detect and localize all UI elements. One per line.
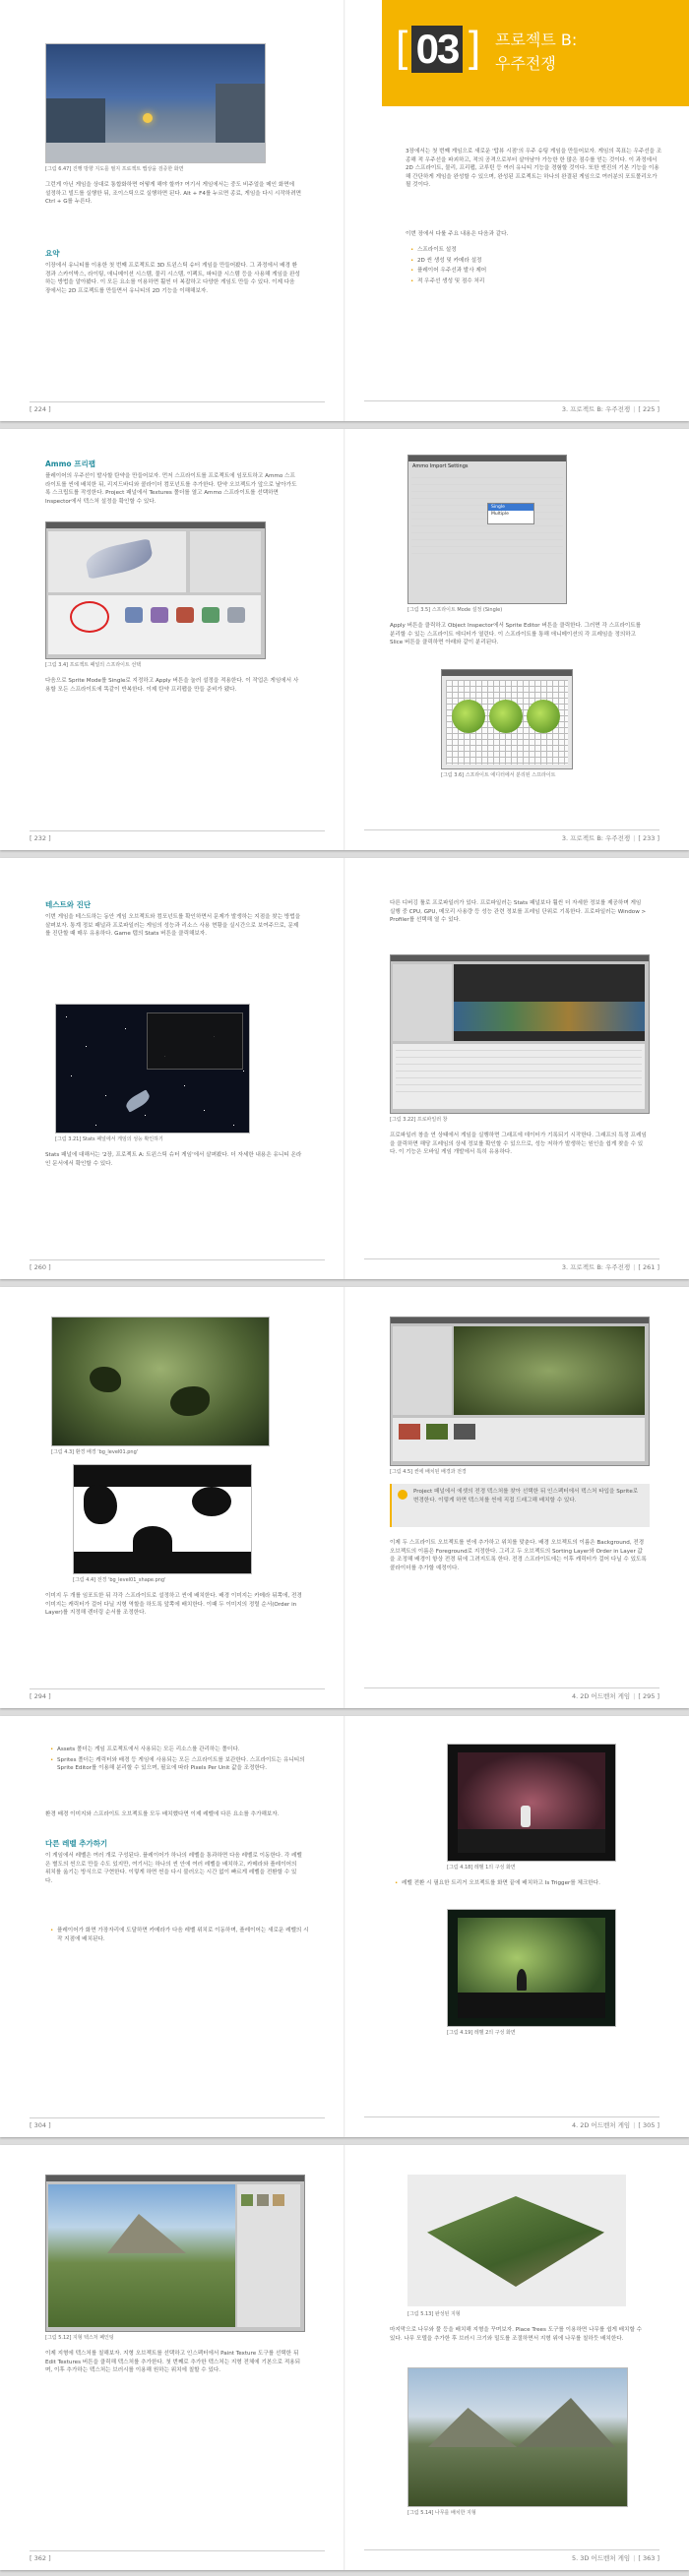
dropdown-option[interactable]: Multiple [491, 512, 509, 517]
list-item: • 적 우주선 생성 및 점수 처리 [417, 277, 671, 286]
figure-caption: [그림 6.47] 진행 방향 지도를 필지 프로젝트 맵상을 검증한 화면 [45, 166, 184, 172]
list-item: • 스프라이트 설정 [417, 246, 671, 255]
figure-caption: [그림 3.4] 프로젝트 패널의 스프라이트 선택 [45, 662, 142, 668]
figure-caption: [그림 3.21] Stats 패널에서 게임의 성능 확인하기 [55, 1136, 163, 1142]
terrain-trees-image [407, 2367, 628, 2507]
spread-2 [0, 429, 689, 850]
body-text: 그런게 아닌 게임을 상대로 통합화하면 어떻게 해야 할까? 여기서 게임에서는 중도 비주얼을 메인 화면에 설정하고 빌드를 실행한 뒤, 조이스틱으로 실행하면 된다. Alt + F4를 누르면 종료, 게임을 다시 시작하려면 Ctrl + G를 누른다. [45, 182, 302, 206]
running-head: 3. 프로젝트 B: 우주전쟁 [561, 834, 631, 842]
list-item: • Assets 폴더는 게임 프로젝트에서 사용되는 모든 리소스를 관리하는 폴더다. [57, 1746, 309, 1754]
running-head: 4. 2D 어드벤처 게임 [571, 2121, 631, 2129]
body-text: Apply 버튼을 클릭하고 Object Inspector에서 Sprite Editor 버튼을 클릭한다. 그러면 각 스프라이트를 분리할 수 있는 스프라이트 에디터가 열린다. 이 스프라이트를 통해 애니메이션의 각 프레임을 정의하고 Slice 버튼을 클릭하면 아래와 같이 분리된다. [390, 623, 642, 646]
figure-caption: [그림 4.5] 씬에 배치된 배경과 전경 [390, 1469, 467, 1475]
page-footer: 4. 2D 어드벤처 게임 | [ 295 ] [364, 1687, 659, 1700]
page-number: [ 225 ] [638, 405, 659, 413]
page-footer: 4. 2D 어드벤처 게임 | [ 305 ] [364, 2116, 659, 2129]
spread-6 [0, 2145, 689, 2570]
page-footer [30, 401, 325, 413]
page-footer [30, 1259, 325, 1271]
body-text: 3장에서는 첫 번째 게임으로 새로운 '탑뷰 시점'의 우주 슈팅 게임을 만들어보자. 게임의 목표는 우주선을 조종해 적 우주선을 파괴하고, 적의 공격으로부터 살아남아 가능한 한 많은 점수를 얻는 것이다. 이 과정에서 2D 스프라이트, 물리, 프리팹, 코루틴 등 여러 유니티 기능을 경험할 것이다. 또한 엔진의 기본 기능을 이용해 간단하게 게임을 완성할 수 있으며, 완성된 프로젝트는 하나의 완결된 게임으로 여러분의 포트폴리오가 될 것이다. [406, 149, 662, 189]
unity-editor-screenshot [45, 521, 266, 659]
page-footer [30, 1688, 325, 1700]
page-number: [ 261 ] [638, 1263, 659, 1271]
spread-3 [0, 858, 689, 1279]
body-text: 이미지 두 개를 임포트한 뒤 각각 스프라이트로 설정하고 씬에 배치한다. 배경 이미지는 카메라 뒤쪽에, 전경 이미지는 캐릭터가 걸어 다닐 지형 역할을 하도록 앞쪽에 배치한다. 이때 두 이미지의 정렬 순서(Order in Layer)를 지정해 렌더링 순서를 조정한다. [45, 1593, 302, 1617]
running-head: 4. 2D 어드벤처 게임 [571, 1692, 631, 1700]
page-footer: 5. 3D 어드벤처 게임 | [ 363 ] [364, 2549, 659, 2562]
page-number: [ 260 ] [30, 1263, 51, 1271]
page-number: [ 362 ] [30, 2554, 51, 2562]
body-text: 이번 장에서 다룰 주요 내용은 다음과 같다. [406, 231, 509, 237]
page-number: [ 232 ] [30, 834, 51, 842]
page-305 [344, 1716, 689, 2137]
chapter-title-line2: 우주전쟁 [495, 54, 556, 73]
background-texture-image [51, 1317, 270, 1446]
page-footer [30, 2550, 325, 2562]
list-item: • 플레이어 우주선과 발사 제어 [417, 267, 671, 276]
page-233 [344, 429, 689, 850]
body-text: Stats 패널에 대해서는 '2장, 프로젝트 A: 트윈스틱 슈터 게임'에서 살펴봤다. 더 자세한 내용은 유니티 온라인 문서에서 확인할 수 있다. [45, 1152, 302, 1167]
page-295 [344, 1287, 689, 1708]
figure-caption: [그림 4.18] 레벨 1의 구성 화면 [447, 1865, 516, 1871]
body-text: 마지막으로 나무와 풀 등을 배치해 지형을 꾸며보자. Place Trees 도구를 이용하면 나무를 쉽게 배치할 수 있다. 나무 모델을 추가한 후 브러시 크기와 밀도를 조절하면서 지형 위에 나무를 칠하듯 배치한다. [390, 2327, 643, 2342]
running-head: 5. 3D 어드벤처 게임 [571, 2554, 631, 2562]
page-number: [ 305 ] [638, 2121, 659, 2129]
level1-screenshot [447, 1744, 616, 1862]
figure-caption: [그림 3.22] 프로파일러 창 [390, 1117, 448, 1123]
spread-4 [0, 1287, 689, 1708]
game-stats-screenshot [55, 1004, 250, 1134]
sprite-editor-screenshot [441, 669, 573, 769]
page-number: [ 224 ] [30, 405, 51, 413]
body-text: 프로파일러 창을 연 상태에서 게임을 실행하면 그래프에 데이터가 기록되기 시작한다. 그래프의 특정 프레임을 클릭하면 해당 프레임의 상세 정보를 확인할 수 있으므로, 성능 저하가 발생하는 원인을 쉽게 찾을 수 있다. 이 기능은 모바일 게임 개발에서 특히 유용하다. [390, 1133, 647, 1156]
tip-icon [398, 1490, 407, 1500]
page-294 [0, 1287, 344, 1708]
list-item: • 2D 씬 생성 및 카메라 설정 [417, 257, 671, 266]
body-text: 다른 디버깅 툴로 프로파일러가 있다. 프로파일러는 Stats 패널보다 훨씬 더 자세한 정보를 제공하며 게임 실행 중 CPU, GPU, 메모리 사용량 등 성능 관련 정보를 프레임 단위로 기록한다. 프로파일러는 Window > Profiler를 선택해 열 수 있다. [390, 900, 647, 924]
list-item: • Sprites 폴더는 캐릭터와 배경 등 게임에 사용되는 모든 스프라이트를 보관한다. 스프라이트는 유니티의 Sprite Editor를 이용해 분리할 수 있으며, 필요에 따라 Pixels Per Unit 값을 조정한다. [57, 1756, 309, 1773]
spread-1 [0, 0, 689, 421]
figure-caption: [그림 5.13] 완성된 지형 [407, 2311, 461, 2317]
chapter-topics-list [409, 246, 671, 287]
figure-caption: [그림 4.19] 레벨 2의 구성 화면 [447, 2030, 516, 2036]
bracket-open: [ [396, 23, 408, 71]
page-261 [344, 858, 689, 1279]
section-heading: Ammo 프리팹 [45, 460, 95, 468]
page-224 [0, 0, 344, 421]
page-footer [30, 2117, 325, 2129]
body-text: 이장에서 유니티를 이용한 첫 번째 프로젝트로 3D 트윈스틱 슈터 게임을 만들어봤다. 그 과정에서 배경 환경과 스카이박스, 라이팅, 애니메이션 시스템, 물리 시스템, 이펙트, 파티클 시스템 등을 사용해 게임을 완성하는 방법을 알아봤다. 이 모든 요소를 이용하면 훨씬 더 복잡하고 다양한 게임도 만들 수 있다. 이제 다음 장에서는 2D 프로젝트를 만들면서 유니티의 2D 기능을 이해해보자. [45, 263, 300, 294]
body-text: 이제 지형에 텍스처를 칠해보자. 지형 오브젝트를 선택하고 인스펙터에서 Paint Texture 도구를 선택한 뒤 Edit Textures 버튼을 클릭해 텍스처를 추가한다. 첫 번째로 추가한 텍스처는 지형 전체에 기본으로 적용되며, 이후 추가하는 텍스처는 브러시를 이용해 원하는 위치에 칠할 수 있다. [45, 2351, 301, 2374]
section-heading: 테스트와 진단 [45, 900, 92, 909]
figure-caption: [그림 5.14] 나무를 배치한 지형 [407, 2510, 476, 2516]
body-text: 플레이어의 우주선이 발사할 탄약을 만들어보자. 먼저 스프라이트를 프로젝트에 임포트하고 Ammo 스프라이트를 씬에 배치한 뒤, 리지드바디와 콜라이더 컴포넌트를 추가한다. 탄약 오브젝트가 앞으로 날아가도록 스크립트를 작성한다. Project 패널에서 Textures 폴더를 열고 Ammo 스프라이트를 선택하면 Inspector에서 텍스처 설정을 확인할 수 있다. [45, 473, 297, 505]
body-text: 이제 두 스프라이트 오브젝트를 씬에 추가하고 위치를 맞춘다. 배경 오브젝트의 이름은 Background, 전경 오브젝트의 이름은 Foreground로 지정한다. 그리고 두 오브젝트의 Sorting Layer와 Order in Layer 값을 조정해 배경이 항상 전경 뒤에 그려지도록 한다. 전경 스프라이트에는 이후 캐릭터가 걸어 다닐 수 있도록 콜라이더를 추가할 예정이다. [390, 1540, 647, 1571]
dropdown-option[interactable]: Single [488, 504, 533, 511]
page-footer: 3. 프로젝트 B: 우주전쟁 | [ 233 ] [364, 829, 659, 842]
page-footer: 3. 프로젝트 B: 우주전쟁 | [ 225 ] [364, 400, 659, 413]
figure-caption: [그림 4.3] 환경 배경 'bg_level01.png' [51, 1449, 139, 1455]
terrain-island-image [407, 2175, 626, 2306]
inspector-panel [407, 455, 567, 604]
page-232 [0, 429, 344, 850]
foreground-shape-image [73, 1464, 252, 1574]
page-number: [ 363 ] [638, 2554, 659, 2562]
body-text: 이 게임에서 레벨은 여러 개로 구성된다. 플레이어가 하나의 레벨을 통과하면 다음 레벨로 이동한다. 각 레벨은 별도의 씬으로 만들 수도 있지만, 여기서는 하나의 씬 안에 여러 레벨을 배치하고, 카메라와 플레이어의 위치를 옮기는 방식으로 구현한다. 이렇게 하면 씬을 다시 불러오는 시간 없이 빠르게 레벨을 전환할 수 있다. [45, 1853, 302, 1884]
bullet-list [49, 1927, 309, 1945]
section-heading: 다른 레벨 추가하기 [45, 1839, 108, 1848]
figure-caption: [그림 3.6] 스프라이트 에디터에서 분리된 스프라이트 [441, 772, 556, 778]
running-head: 3. 프로젝트 B: 우주전쟁 [561, 405, 631, 413]
tip-note [390, 1484, 650, 1527]
terrain-editor-screenshot [45, 2175, 305, 2332]
body-text: 다음으로 Sprite Mode를 Single로 지정하고 Apply 버튼을 눌러 설정을 적용한다. 이 작업은 게임에서 사용할 모든 스프라이트에 똑같이 반복한다. 이제 탄약 프리팹을 만들 준비가 됐다. [45, 678, 299, 693]
body-text: 환경 배경 이미지와 스프라이트 오브젝트를 모두 배치했다면 이제 레벨에 다른 요소를 추가해보자. [45, 1811, 280, 1817]
page-304 [0, 1716, 344, 2137]
bracket-close: ] [469, 23, 481, 71]
page-footer: 3. 프로젝트 B: 우주전쟁 | [ 261 ] [364, 1258, 659, 1271]
spread-5 [0, 1716, 689, 2137]
running-head: 3. 프로젝트 B: 우주전쟁 [561, 1263, 631, 1271]
chapter-number: 03 [411, 26, 463, 73]
figure-caption: [그림 5.12] 지형 텍스처 페인팅 [45, 2335, 114, 2341]
unity-editor-screenshot [390, 1317, 650, 1466]
page-260 [0, 858, 344, 1279]
level2-screenshot [447, 1909, 616, 2027]
page-number: [ 294 ] [30, 1692, 51, 1700]
page-362 [0, 2145, 344, 2570]
page-number: [ 233 ] [638, 834, 659, 842]
bullet-list [394, 1879, 654, 1890]
bullet-list [49, 1746, 309, 1775]
section-heading: 요약 [45, 249, 60, 258]
list-item: • 플레이어가 화면 가장자리에 도달하면 카메라가 다음 레벨 위치로 이동하며, 플레이어는 새로운 레벨의 시작 지점에 배치된다. [57, 1927, 309, 1943]
page-number: [ 304 ] [30, 2121, 51, 2129]
profiler-window-screenshot [390, 954, 650, 1114]
sprite-mode-dropdown[interactable] [487, 503, 534, 524]
tip-text: Project 패널에서 에셋의 전경 텍스처를 찾아 선택한 뒤 인스펙터에서 텍스처 타입을 Sprite로 변경한다. 이렇게 하면 텍스처를 씬에 직접 드래그해 배치할 수 있다. [413, 1489, 639, 1503]
page-footer [30, 830, 325, 842]
chapter-title-line1: 프로젝트 B: [495, 31, 578, 49]
page-363 [344, 2145, 689, 2570]
inspector-title: Ammo Import Settings [412, 463, 469, 469]
body-text: 이번 게임을 테스트하는 동안 게임 오브젝트와 컴포넌트를 확인하면서 문제가 발생하는 지점을 찾는 방법을 살펴보자. 통계 정보 패널과 프로파일러는 게임의 성능과 리소스 사용 현황을 실시간으로 보여주므로, 문제를 진단할 때 매우 유용하다. Game 탭의 Stats 버튼을 클릭해보자. [45, 914, 301, 938]
figure-caption: [그림 4.4] 전경 'bg_level01_shape.png' [73, 1577, 166, 1583]
page-number: [ 295 ] [638, 1692, 659, 1700]
list-item: • 레벨 전환 시 필요한 트리거 오브젝트를 화면 끝에 배치하고 Is Trigger를 체크한다. [402, 1879, 654, 1888]
game-scene-screenshot [45, 43, 266, 163]
figure-caption: [그림 3.5] 스프라이트 Mode 설정 (Single) [407, 607, 503, 613]
chapter-banner [382, 0, 689, 106]
